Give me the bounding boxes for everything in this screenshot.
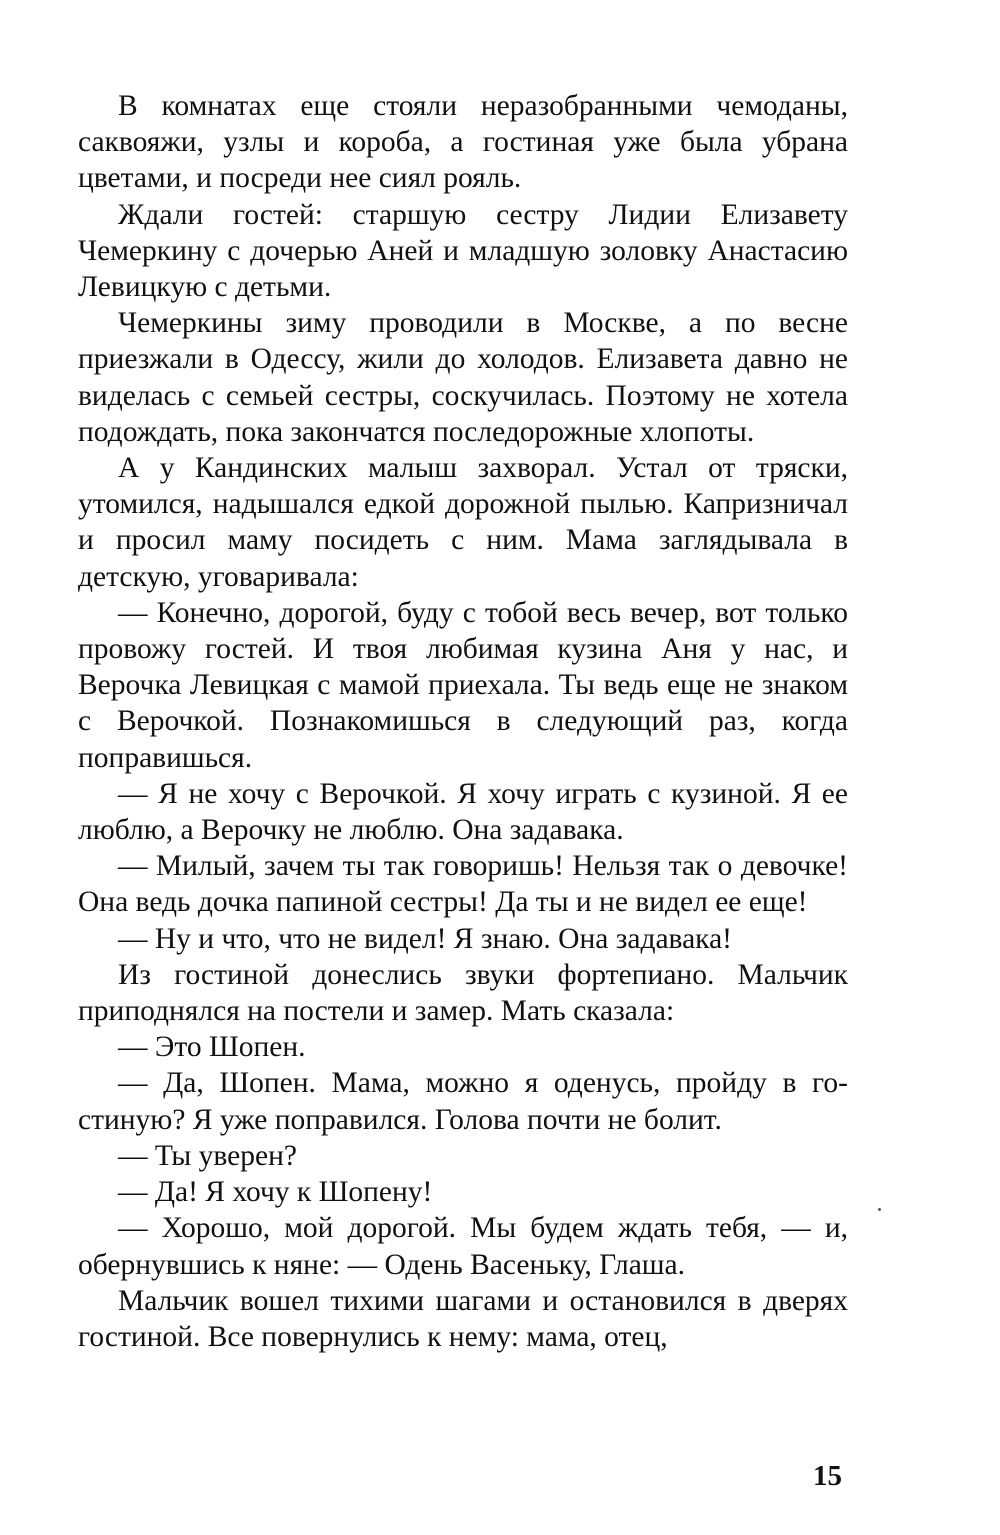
paragraph-6: — Я не хочу с Верочкой. Я хочу играть с кузиной. Я ее люблю, а Верочку не люблю. Она задавака.: [78, 777, 848, 847]
paragraph-5: — Конечно, дорогой, буду с тобой весь вечер, вот только провожу гостей. И твоя любимая кузина Аня у нас, и Верочка Левицкая с мамой приехала. Ты ведь еще не знаком с Верочкой. Познакомишься в следующий раз, когда поправишься.: [78, 596, 848, 774]
paragraph-2: Ждали гостей: старшую сестру Лидии Елизавету Чемеркину с дочерью Аней и младшую золовку Анастасию Левицкую с детьми.: [78, 198, 848, 304]
paragraph-3: Чемеркины зиму проводили в Москве, а по весне приезжали в Одессу, жили до холодов. Елизавета давно не виделась с семьей сестры, соскучилась. Поэтому не хотела подождать, пока закончатся последорожные хлопоты.: [78, 307, 848, 448]
paragraph-15: Мальчик вошел тихими шагами и остановился в дверях гостиной. Все повернулись к нему: мама, отец,: [78, 1284, 848, 1353]
page-body: [78, 88, 848, 1355]
paragraph-13: — Да! Я хочу к Шопену!: [118, 1176, 433, 1209]
paragraph-11: — Да, Шопен. Мама, можно я оденусь, пройду в гостиную? Я уже поправился. Голова почти не болит.: [78, 1067, 848, 1136]
paragraph-10: — Это Шопен.: [118, 1031, 306, 1064]
paragraph-7: — Милый, зачем ты так говоришь! Нельзя так о девочке! Она ведь дочка папиной сестры! Да ты и не видел ее еще!: [78, 850, 848, 919]
paragraph-9: Из гостиной донеслись звуки фортепиано. Мальчик приподнялся на постели и замер. Мать сказала:: [78, 958, 848, 1028]
paragraph-1: В комнатах еще стояли неразобранными чемоданы, саквояжи, узлы и короба, а гостиная уже была убрана цветами, и посреди нее сиял рояль.: [78, 90, 848, 195]
paragraph-4: А у Кандинских малыш захворал. Устал от тряски, утомился, надышался едкой дорожной пылью. Капризничал и просил маму посидеть с ним. Мама заглядывала в детскую, уговаривала:: [78, 452, 848, 593]
paragraph-8: — Ну и что, что не видел! Я знаю. Она задавака!: [118, 922, 732, 955]
paragraph-14: — Хорошо, мой дорогой. Мы будем ждать тебя, — и, обернувшись к няне: — Одень Васеньку, Глаша.: [78, 1212, 848, 1281]
page-number: 15: [813, 1460, 842, 1492]
paragraph-12: — Ты уверен?: [118, 1139, 297, 1172]
scan-speck: [878, 1208, 881, 1211]
